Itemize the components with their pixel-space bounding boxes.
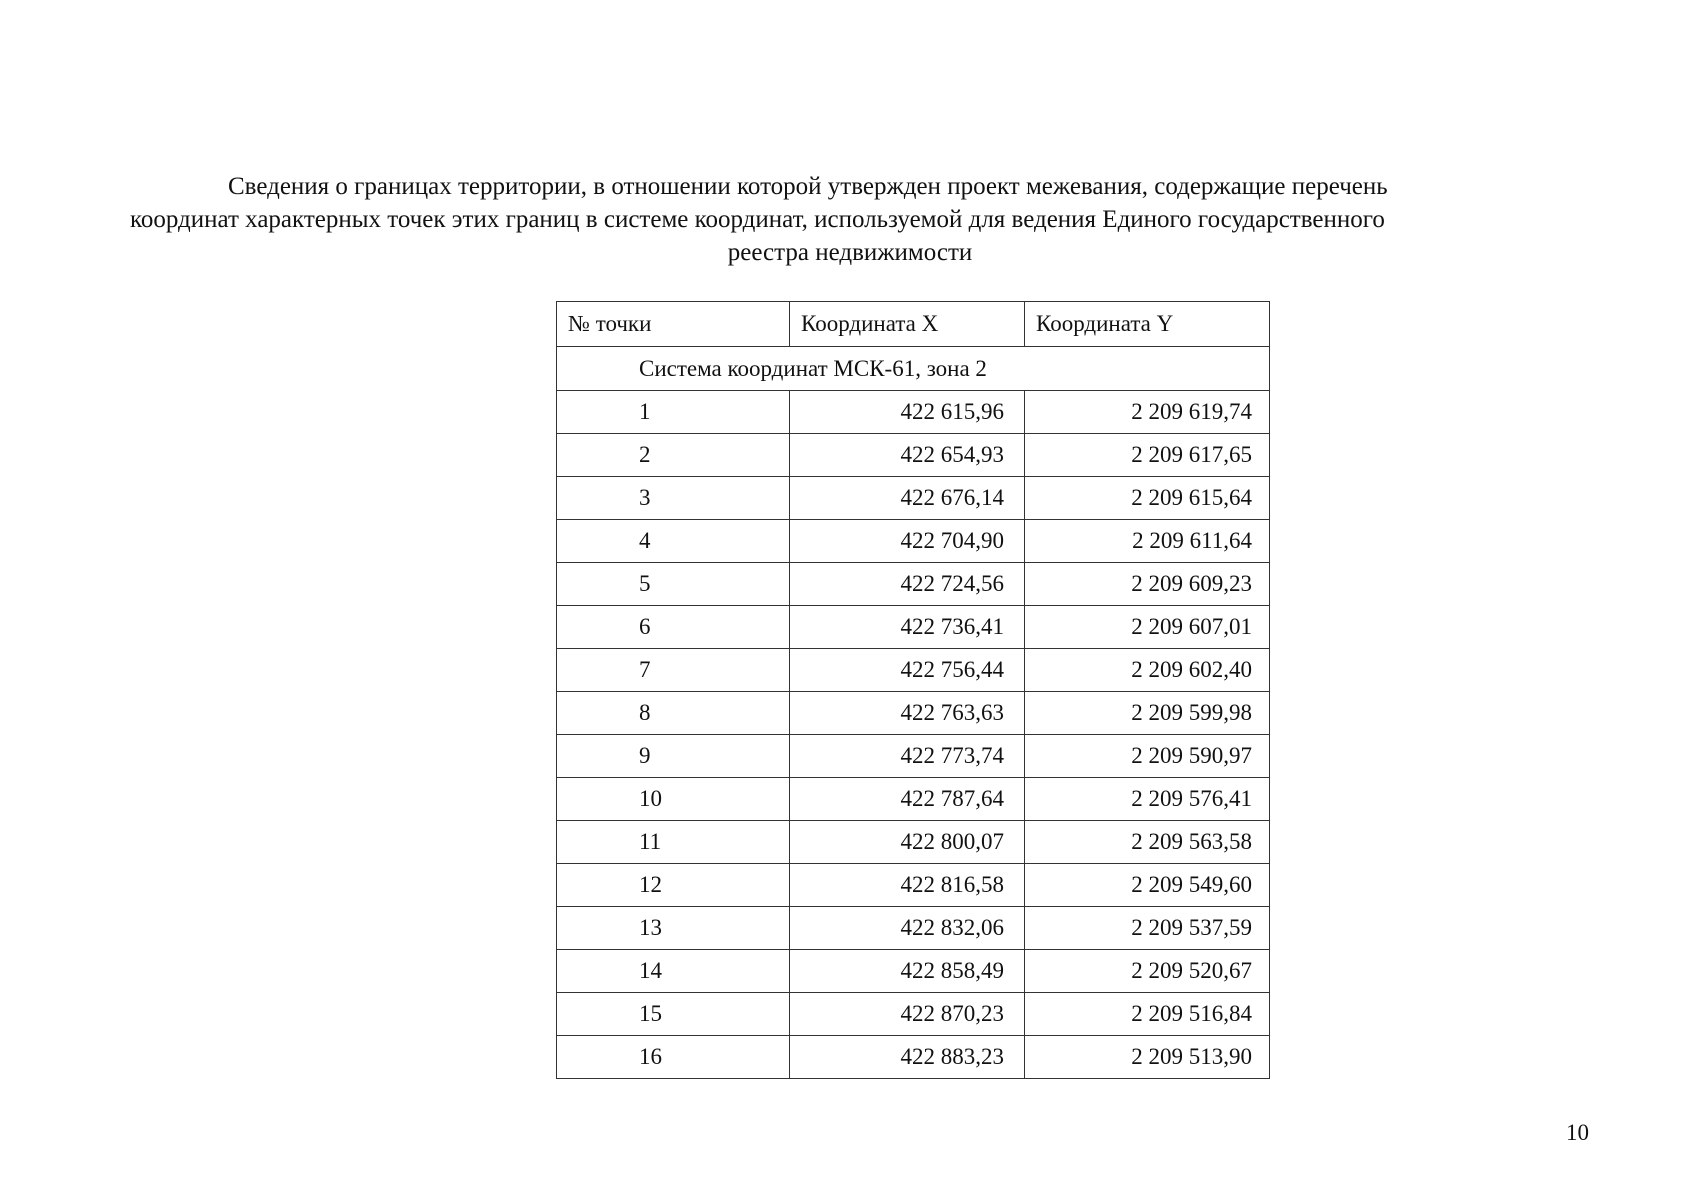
document-heading [130,170,1570,269]
coordinate-x-cell: 422 724,56 [790,563,1025,606]
coordinate-x-cell: 422 736,41 [790,606,1025,649]
coordinate-x-cell: 422 858,49 [790,950,1025,993]
coordinate-y-cell: 2 209 563,58 [1025,821,1270,864]
coordinate-x-cell: 422 704,90 [790,520,1025,563]
coordinate-y-cell: 2 209 609,23 [1025,563,1270,606]
coordinate-y-cell: 2 209 537,59 [1025,907,1270,950]
heading-line-1: Сведения о границах территории, в отношении которой утвержден проект межевания, содержащие перечень [228,173,1388,200]
point-number-cell: 5 [557,563,790,606]
table-row [557,821,1270,864]
table-row [557,434,1270,477]
coordinate-x-cell: 422 870,23 [790,993,1025,1036]
table-row [557,563,1270,606]
point-number-cell: 11 [557,821,790,864]
coordinate-x-cell: 422 615,96 [790,391,1025,434]
header-coordinate-x: Координата X [790,302,1025,347]
coordinate-y-cell: 2 209 516,84 [1025,993,1270,1036]
table-row [557,649,1270,692]
coordinate-y-cell: 2 209 619,74 [1025,391,1270,434]
table-row [557,907,1270,950]
point-number-cell: 10 [557,778,790,821]
coordinate-y-cell: 2 209 513,90 [1025,1036,1270,1079]
point-number-cell: 8 [557,692,790,735]
point-number-cell: 13 [557,907,790,950]
point-number-cell: 14 [557,950,790,993]
coordinate-y-cell: 2 209 607,01 [1025,606,1270,649]
table-header-row [557,302,1270,347]
point-number-cell: 4 [557,520,790,563]
table-row [557,520,1270,563]
coordinate-x-cell: 422 883,23 [790,1036,1025,1079]
table-row [557,692,1270,735]
table-row [557,477,1270,520]
table-row [557,735,1270,778]
coordinate-x-cell: 422 773,74 [790,735,1025,778]
table-row [557,864,1270,907]
header-point-number: № точки [557,302,790,347]
coordinate-y-cell: 2 209 617,65 [1025,434,1270,477]
coordinate-x-cell: 422 816,58 [790,864,1025,907]
coordinate-y-cell: 2 209 520,67 [1025,950,1270,993]
coordinate-x-cell: 422 800,07 [790,821,1025,864]
coordinate-x-cell: 422 654,93 [790,434,1025,477]
heading-line-2: координат характерных точек этих границ в системе координат, используемой для ведения Единого государственного [130,206,1385,233]
coordinates-table [556,301,1270,1079]
point-number-cell: 1 [557,391,790,434]
point-number-cell: 15 [557,993,790,1036]
table-row [557,606,1270,649]
table-row [557,391,1270,434]
coordinate-y-cell: 2 209 599,98 [1025,692,1270,735]
point-number-cell: 6 [557,606,790,649]
table-row [557,993,1270,1036]
point-number-cell: 7 [557,649,790,692]
zone-row [557,347,1270,391]
heading-line-3: реестра недвижимости [727,239,973,266]
table-row [557,778,1270,821]
coordinate-x-cell: 422 832,06 [790,907,1025,950]
coordinate-x-cell: 422 787,64 [790,778,1025,821]
coordinate-y-cell: 2 209 611,64 [1025,520,1270,563]
point-number-cell: 12 [557,864,790,907]
page-number: 10 [1566,1120,1589,1145]
point-number-cell: 3 [557,477,790,520]
point-number-cell: 2 [557,434,790,477]
table-row [557,950,1270,993]
coordinate-y-cell: 2 209 590,97 [1025,735,1270,778]
coordinate-y-cell: 2 209 602,40 [1025,649,1270,692]
coordinate-y-cell: 2 209 549,60 [1025,864,1270,907]
coordinate-system-label: Система координат МСК-61, зона 2 [557,347,1270,391]
header-coordinate-y: Координата Y [1025,302,1270,347]
point-number-cell: 16 [557,1036,790,1079]
coordinate-y-cell: 2 209 615,64 [1025,477,1270,520]
coordinate-x-cell: 422 763,63 [790,692,1025,735]
coordinate-y-cell: 2 209 576,41 [1025,778,1270,821]
coordinate-x-cell: 422 676,14 [790,477,1025,520]
coordinate-x-cell: 422 756,44 [790,649,1025,692]
point-number-cell: 9 [557,735,790,778]
table-row [557,1036,1270,1079]
